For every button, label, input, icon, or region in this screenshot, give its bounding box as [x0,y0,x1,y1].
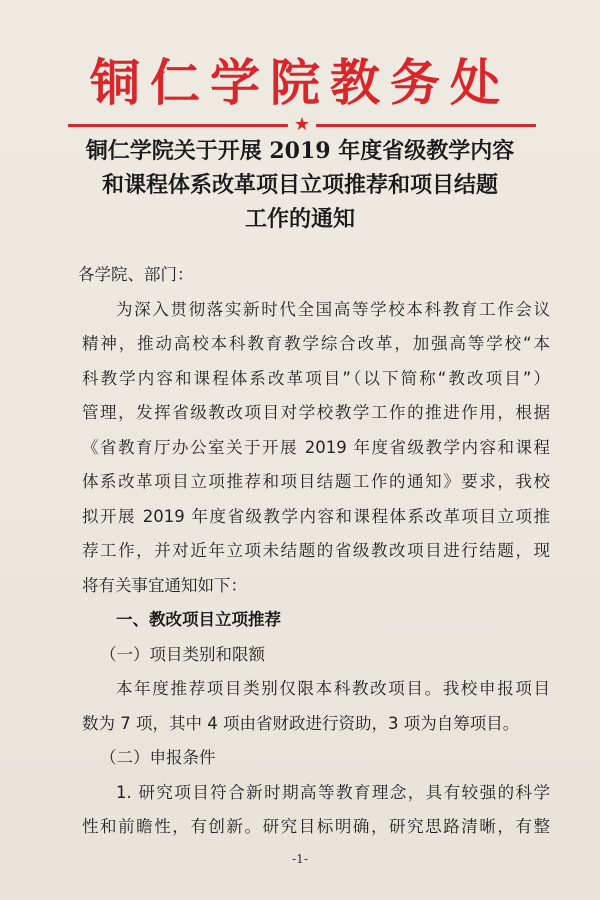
paragraph-line: 本年度推荐项目类别仅限本科教改项目。我校申报项目 [116,679,550,698]
subsection-heading: （一）项目类别和限额 [100,644,265,664]
letterhead-masthead: 铜仁学院教务处 [90,54,510,112]
section-heading: 一、教改项目立项推荐 [116,610,281,629]
paragraph-line: 科教学内容和课程体系改革项目”（以下简称“教改项目”） [82,368,550,388]
document-body [78,258,550,845]
paragraph-line: 精神，推动高校本科教育教学综合改革，加强高等学校“本 [82,334,550,353]
red-divider-line [68,114,536,135]
title-line-3: 工作的通知 [244,206,355,232]
star-icon: ★ [288,113,316,137]
paragraph-line: 荐工作，并对近年立项未结题的省级教改项目进行结题，现 [82,541,550,560]
paragraph-line: 为深入贯彻落实新时代全国高等学校本科教育工作会议 [116,299,550,319]
paragraph-line: 性和前瞻性，有创新。研究目标明确，研究思路清晰，有整 [82,817,550,836]
paragraph-line: 1. 研究项目符合新时期高等教育理念，具有较强的科学 [116,782,550,802]
paragraph-line: 《省教育厅办公室关于开展 2019 年度省级教学内容和课程 [82,437,550,457]
paragraph-line: 拟开展 2019 年度省级教学内容和课程体系改革项目立项推 [82,506,550,526]
title-line-2: 和课程体系改革项目立项推荐和项目结题 [101,172,498,198]
page-number: -1- [292,852,308,866]
salutation: 各学院、部门： [78,265,194,284]
document-title [60,134,540,236]
paragraph-line: 管理，发挥省级教改项目对学校教学工作的推进作用，根据 [82,403,550,422]
paragraph-line: 数为 7 项，其中 4 项由省财政进行资助，3 项为自筹项目。 [82,713,520,733]
subsection-heading: （二）申报条件 [100,748,216,767]
paragraph-line: 将有关事宜通知如下： [82,575,247,595]
title-line-1: 铜仁学院关于开展 2019 年度省级教学内容 [85,138,515,164]
paragraph-line: 体系改革项目立项推荐和项目结题工作的通知》要求，我校 [82,472,550,491]
